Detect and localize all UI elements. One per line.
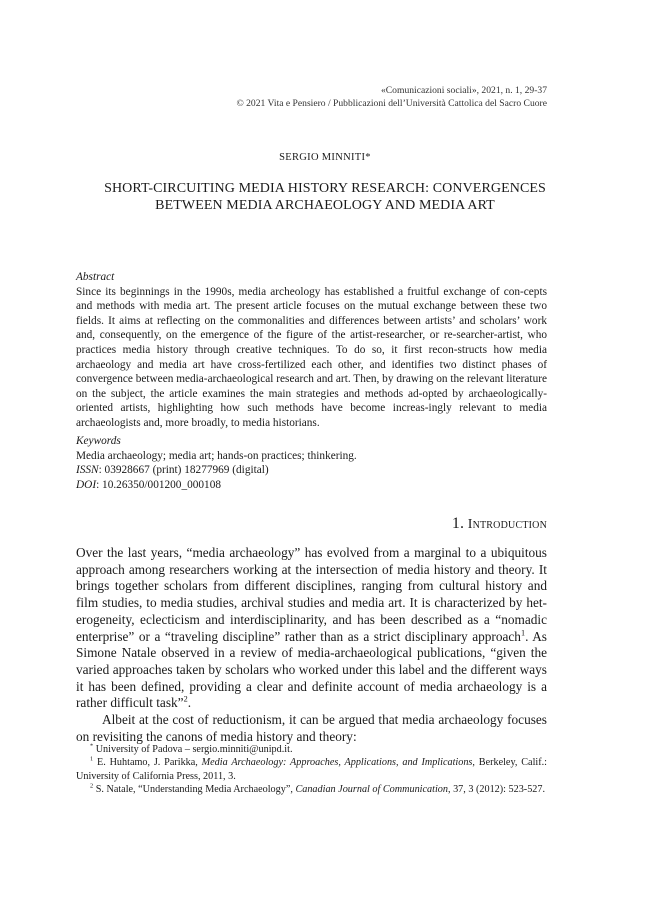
title-line-1: SHORT-CIRCUITING MEDIA HISTORY RESEARCH: CONVERGENCES — [104, 181, 546, 196]
footnote-2-post: , 37, 3 (2012): 523-527. — [447, 784, 546, 796]
doi-label: DOI — [76, 478, 97, 491]
keywords-label: Keywords — [76, 435, 121, 447]
paragraph-1-part-a: Over the last years, “media archaeology” has evolved from a marginal to a ubiquitous approach among researchers working at the intersection of media history and theory. It brings together scholars from different disciplines, ranging from cultural history and film studies, to media studies, archival studies and media art. It is characterized by het-erogeneity, eclecticism and interdisciplinarity, and has been described as a “nomadic enterprise” or a “traveling discipline” rather than as a strict disciplinary approach — [76, 545, 547, 644]
footnote-2 — [76, 783, 547, 796]
footnote-2-mark: 2 — [90, 782, 94, 790]
footnote-ref-2: 2 — [183, 694, 188, 704]
footnote-1-mark: 1 — [90, 756, 94, 764]
footnote-ref-1: 1 — [520, 628, 526, 638]
footnotes — [76, 743, 547, 797]
doi-value: : 10.26350/001200_000108 — [96, 478, 221, 491]
footnote-star-mark: * — [90, 742, 94, 750]
footnote-star-text: University of Padova – sergio.minniti@unipd.it. — [93, 744, 293, 755]
issn-value: : 03928667 (print) 18277969 (digital) — [98, 464, 269, 477]
abstract-label: Abstract — [76, 271, 115, 283]
author-footnote-mark: * — [365, 152, 371, 163]
abstract — [76, 270, 547, 431]
paragraph-1 — [76, 545, 547, 712]
footnote-1-title: Media Archaeology: Approaches, Applications, and Implications — [201, 757, 473, 769]
issn-label: ISSN — [76, 464, 99, 477]
keywords-text: Media archaeology; media art; hands-on practices; thinkering. — [76, 449, 357, 462]
section-number: 1. — [451, 515, 465, 532]
footnote-1-pre: E. Huhtamo, J. Parikka, — [93, 757, 202, 769]
title-line-2: BETWEEN MEDIA ARCHAEOLOGY AND MEDIA ART — [155, 198, 495, 213]
author-name — [0, 152, 650, 163]
journal-citation: «Comunicazioni sociali», 2021, n. 1, 29-37 — [380, 85, 547, 96]
section-heading — [452, 515, 547, 533]
doi-line — [76, 478, 547, 493]
section-title: Introduction — [467, 517, 547, 532]
issn-line — [76, 463, 547, 478]
article-title — [0, 180, 650, 214]
keywords-block — [76, 434, 547, 492]
abstract-text: Since its beginnings in the 1990s, media archeology has established a fruitful exchange of con-cepts and methods with media art. The present article focuses on the mutual exchange between these two fields. It aims at reflecting on the commonalities and differences between artists’ and scholars’ work and, consequently, on the emergence of the figure of the artist-researcher, or re-searcher-artist, who practices media history through creative techniques. To do so, it first recon-structs how media archaeology and media art have cross-fertilized each other, and identifies two distinct phases of convergence between media-archaeological research and art. Then, by drawing on the relevant literature on the subject, the article examines the main strategies and methods ad-opted by archaeologically-oriented artists, highlighting how such methods have become increas-ingly relevant to media archaeologists and, more broadly, to media historians. — [76, 285, 547, 429]
footnote-2-title: Canadian Journal of Communication — [295, 784, 448, 796]
footnote-1 — [76, 756, 547, 783]
author-name-text: SERGIO MINNITI — [279, 152, 366, 163]
paragraph-2: Albeit at the cost of reductionism, it can be argued that media archaeology focuses on revisiting the canons of media history and theory: — [76, 712, 547, 744]
paragraph-1-part-c: . — [187, 695, 192, 711]
body-text — [76, 545, 547, 745]
copyright-line: © 2021 Vita e Pensiero / Pubblicazioni dell’Università Cattolica del Sacro Cuore — [236, 98, 547, 109]
footnote-2-pre: S. Natale, “Understanding Media Archaeology”, — [93, 784, 296, 796]
footnote-1-post: , Berkeley, Calif.: University of California Press, 2011, 3. — [76, 757, 547, 782]
footnote-author — [76, 743, 547, 756]
paragraph-1-part-b: . As Simone Natale observed in a review of media-archaeological publications, “given the varied approaches taken by scholars who worked under this label and the different ways it has been defined, providing a clear and definite account of media archaeology is a rather difficult task” — [76, 628, 547, 711]
